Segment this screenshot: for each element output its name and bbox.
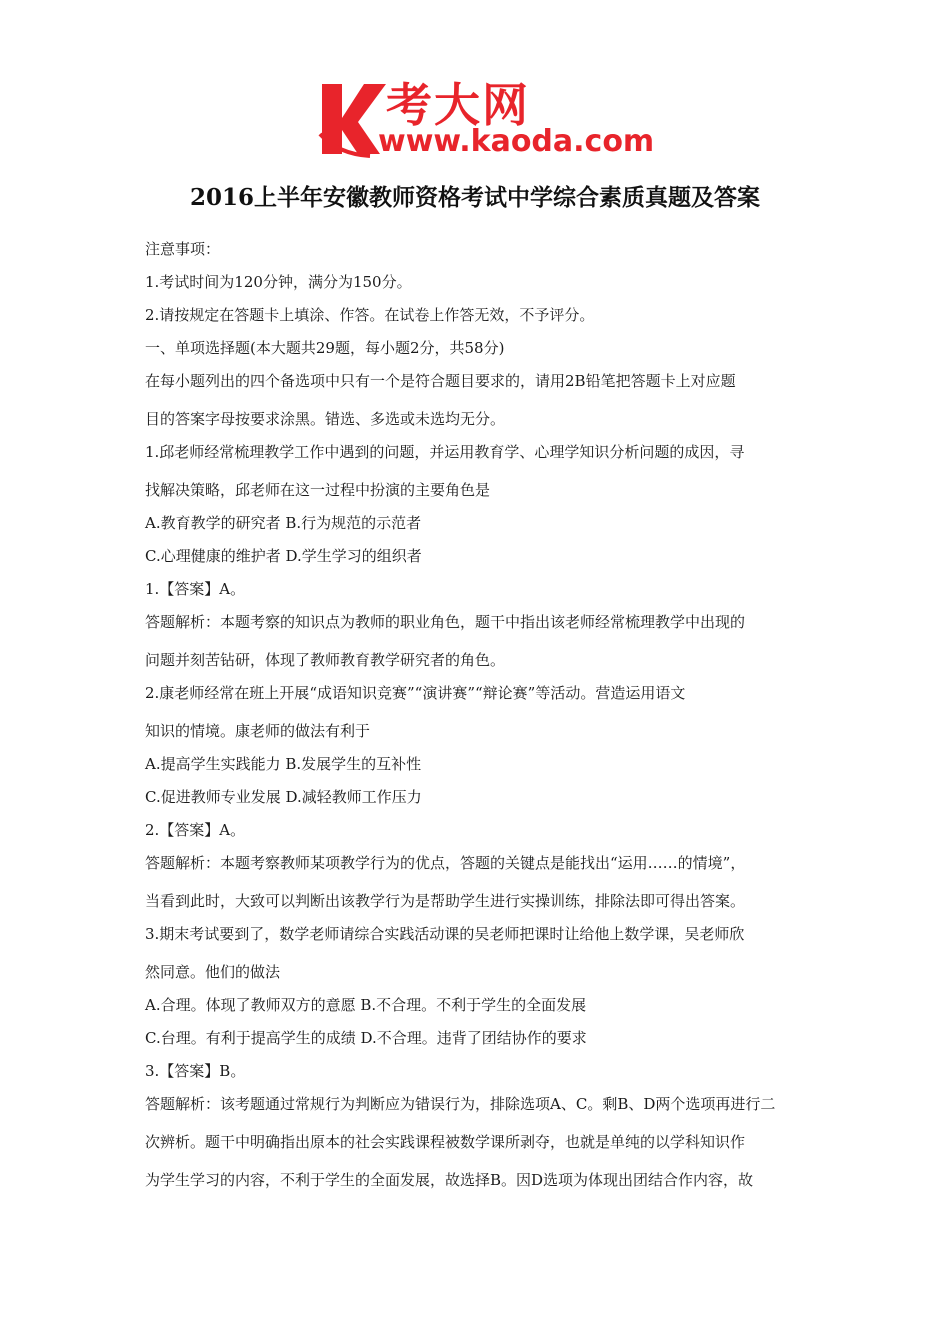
text-line: 目的答案字母按要求涂黑。错选、多选或未选均无分。 <box>145 410 506 428</box>
text-line: 1.邱老师经常梳理教学工作中遇到的问题，并运用教育学、心理学知识分析问题的成因，寻 <box>145 443 745 461</box>
text-line: 答题解析：该考题通过常规行为判断应为错误行为，排除选项A、C。剩B、D两个选项再进行二 <box>145 1095 776 1113</box>
text-line: C.台理。有利于提高学生的成绩 D.不合理。违背了团结协作的要求 <box>145 1029 587 1047</box>
text-line: 为学生学习的内容，不利于学生的全面发展，故选择B。因D选项为体现出团结合作内容，故 <box>145 1171 754 1189</box>
text-line: 一、单项选择题(本大题共29题，每小题2分，共58分) <box>145 339 505 357</box>
text-line: 知识的情境。康老师的做法有利于 <box>145 722 371 740</box>
text-line: 1.考试时间为120分钟，满分为150分。 <box>145 273 412 291</box>
logo-url: www.kaoda.com <box>378 124 655 159</box>
text-line: 2.康老师经常在班上开展“成语知识竞赛”“演讲赛”“辩论赛”等活动。营造运用语文 <box>145 684 686 702</box>
text-line: C.促进教师专业发展 D.减轻教师工作压力 <box>145 788 422 806</box>
text-line: A.提高学生实践能力 B.发展学生的互补性 <box>145 755 422 773</box>
text-line: 当看到此时，大致可以判断出该教学行为是帮助学生进行实操训练，排除法即可得出答案。 <box>145 892 746 910</box>
text-line: 在每小题列出的四个备选项中只有一个是符合题目要求的，请用2B铅笔把答题卡上对应题 <box>145 372 736 390</box>
text-line: 3.期末考试要到了，数学老师请综合实践活动课的吴老师把课时让给他上数学课，吴老师欣 <box>145 925 745 943</box>
text-line: 答题解析：本题考察教师某项教学行为的优点，答题的关键点是能找出“运用……的情境”， <box>145 854 746 872</box>
text-line: 然同意。他们的做法 <box>145 963 281 981</box>
text-line: 次辨析。题干中明确指出原本的社会实践课程被数学课所剥夺，也就是单纯的以学科知识作 <box>145 1133 746 1151</box>
text-line: 3.【答案】B。 <box>145 1062 246 1080</box>
text-line: C.心理健康的维护者 D.学生学习的组织者 <box>145 547 422 565</box>
text-line: A.教育教学的研究者 B.行为规范的示范者 <box>145 514 422 532</box>
text-line: 2.请按规定在答题卡上填涂、作答。在试卷上作答无效，不予评分。 <box>145 306 595 324</box>
text-line: 找解决策略，邱老师在这一过程中扮演的主要角色是 <box>145 481 491 499</box>
document-title: 2016上半年安徽教师资格考试中学综合素质真题及答案 <box>189 184 760 211</box>
document-body <box>145 233 815 1197</box>
text-line: 注意事项： <box>145 240 221 258</box>
text-line: 2.【答案】A。 <box>145 821 246 839</box>
logo-chinese-name: 考大网 <box>386 78 530 132</box>
text-line: 答题解析：本题考察的知识点为教师的职业角色，题干中指出该老师经常梳理教学中出现的 <box>145 613 746 631</box>
kaoda-logo <box>318 78 655 160</box>
text-line: 问题并刻苦钻研，体现了教师教育教学研究者的角色。 <box>145 651 506 669</box>
text-line: A.合理。体现了教师双方的意愿 B.不合理。不利于学生的全面发展 <box>145 996 587 1014</box>
text-line: 1.【答案】A。 <box>145 580 246 598</box>
